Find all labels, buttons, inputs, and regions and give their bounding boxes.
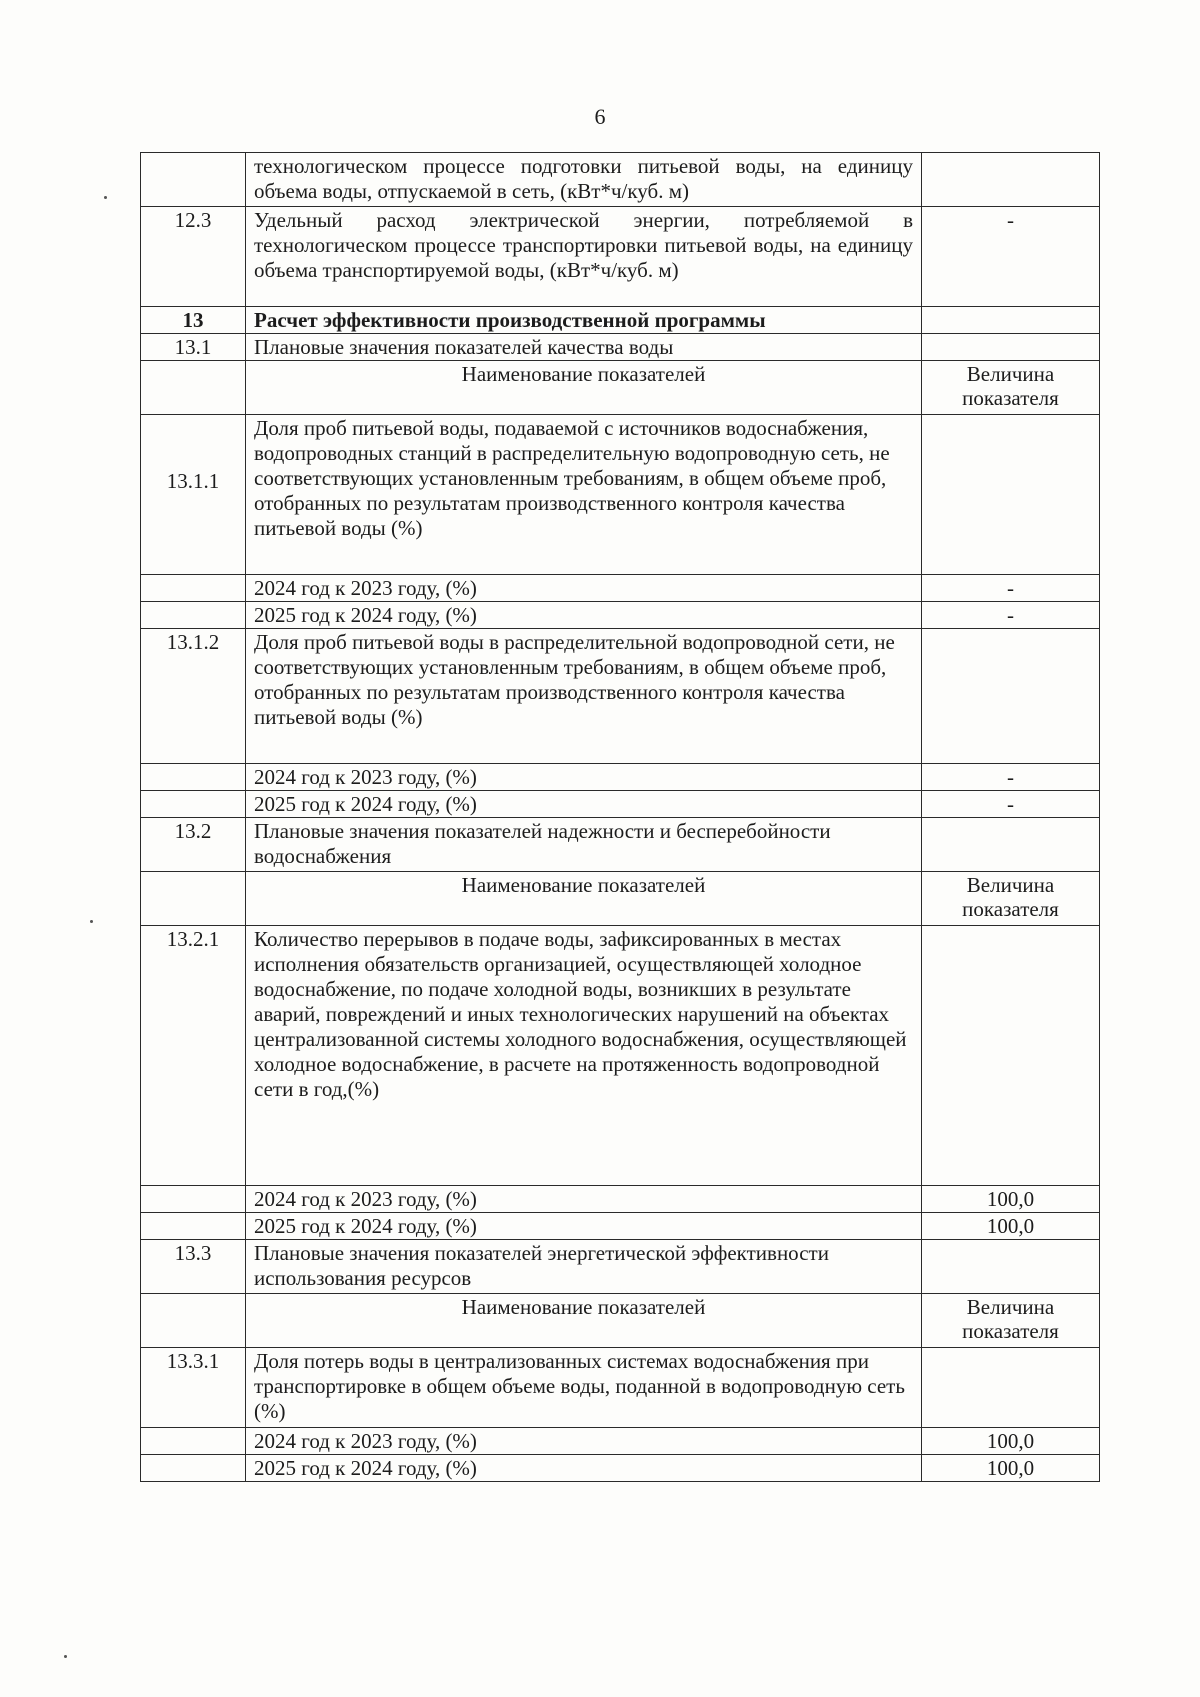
row-text: 2025 год к 2024 году, (%) (246, 602, 922, 629)
row-text: Доля проб питьевой воды в распределительной водопроводной сети, не соответствующих установленным требованиям, в общем объеме проб, отобранных по результатам производственного контроля качества питьевой воды (%) (246, 629, 922, 764)
column-header-name: Наименование показателей (246, 872, 922, 926)
row-text: 2024 год к 2023 году, (%) (246, 1428, 922, 1455)
row-number: 13.3.1 (141, 1348, 246, 1428)
row-number: 13.1 (141, 334, 246, 361)
table-row (141, 1348, 1100, 1428)
row-value: - (922, 791, 1100, 818)
row-value (922, 926, 1100, 1186)
table-row (141, 629, 1100, 764)
row-number: 13.2.1 (141, 926, 246, 1186)
row-text: Плановые значения показателей качества воды (246, 334, 922, 361)
table-row (141, 1428, 1100, 1455)
section-title: Расчет эффективности производственной программы (246, 307, 922, 334)
row-text: Плановые значения показателей энергетической эффективности использования ресурсов (246, 1240, 922, 1294)
row-text: 2024 год к 2023 году, (%) (246, 575, 922, 602)
row-value: 100,0 (922, 1455, 1100, 1482)
row-number: 13.3 (141, 1240, 246, 1294)
row-number: 12.3 (141, 207, 246, 307)
column-header-row (141, 361, 1100, 415)
column-header-value: Величина показателя (922, 361, 1100, 415)
row-value: - (922, 764, 1100, 791)
table-row (141, 1240, 1100, 1294)
row-number (141, 1428, 246, 1455)
row-number (141, 602, 246, 629)
scan-speck (90, 920, 93, 923)
page-number: 6 (594, 104, 606, 129)
table-row (141, 1455, 1100, 1482)
row-value: - (922, 207, 1100, 307)
row-number: 13 (141, 307, 246, 334)
row-text: Доля проб питьевой воды, подаваемой с источников водоснабжения, водопроводных станций в распределительную водопроводную сеть, не соответствующих установленным требованиям, в общем объеме проб, отобранных по результатам производственного контроля качества питьевой воды (%) (246, 415, 922, 575)
column-header-value: Величина показателя (922, 1294, 1100, 1348)
row-text: 2025 год к 2024 году, (%) (246, 1213, 922, 1240)
row-value: 100,0 (922, 1213, 1100, 1240)
row-text: Количество перерывов в подаче воды, зафиксированных в местах исполнения обязательств организацией, осуществляющей холодное водоснабжение, по подаче холодной воды, возникших в результате аварий, повреждений и иных технологических нарушений на объектах централизованной системы холодного водоснабжения, осуществляющей холодное водоснабжение, в расчете на протяженность водопроводной сети в год,(%) (246, 926, 922, 1186)
table-row (141, 791, 1100, 818)
column-header-name: Наименование показателей (246, 361, 922, 415)
row-number (141, 1213, 246, 1240)
table-row (141, 153, 1100, 207)
table-row (141, 1186, 1100, 1213)
row-number (141, 872, 246, 926)
scan-speck (64, 1655, 67, 1658)
row-number (141, 1294, 246, 1348)
column-header-row (141, 1294, 1100, 1348)
table-row (141, 818, 1100, 872)
row-text: 2024 год к 2023 году, (%) (246, 764, 922, 791)
row-value: - (922, 575, 1100, 602)
row-value: 100,0 (922, 1186, 1100, 1213)
row-number (141, 764, 246, 791)
table-row (141, 926, 1100, 1186)
row-value (922, 629, 1100, 764)
row-text: технологическом процессе подготовки питьевой воды, на единицу объема воды, отпускаемой в сеть, (кВт*ч/куб. м) (246, 153, 922, 207)
row-number (141, 153, 246, 207)
row-value (922, 1240, 1100, 1294)
table-row (141, 415, 1100, 575)
row-text: 2025 год к 2024 году, (%) (246, 1455, 922, 1482)
row-number (141, 1186, 246, 1213)
row-number (141, 791, 246, 818)
row-number (141, 361, 246, 415)
row-text: Доля потерь воды в централизованных системах водоснабжения при транспортировке в общем объеме воды, поданной в водопроводную сеть (%) (246, 1348, 922, 1428)
row-value (922, 334, 1100, 361)
section-heading-row (141, 307, 1100, 334)
column-header-name: Наименование показателей (246, 1294, 922, 1348)
row-value (922, 415, 1100, 575)
column-header-row (141, 872, 1100, 926)
row-text: 2025 год к 2024 году, (%) (246, 791, 922, 818)
table-row (141, 334, 1100, 361)
table-row (141, 764, 1100, 791)
table-row (141, 602, 1100, 629)
row-number: 13.2 (141, 818, 246, 872)
row-number (141, 1455, 246, 1482)
table-row (141, 1213, 1100, 1240)
row-number: 13.1.1 (141, 415, 246, 575)
indicators-table (140, 152, 1100, 1482)
column-header-value: Величина показателя (922, 872, 1100, 926)
row-text: Плановые значения показателей надежности и бесперебойности водоснабжения (246, 818, 922, 872)
scan-speck (104, 196, 107, 199)
row-number: 13.1.2 (141, 629, 246, 764)
row-text: Удельный расход электрической энергии, потребляемой в технологическом процессе транспортировки питьевой воды, на единицу объема транспортируемой воды, (кВт*ч/куб. м) (246, 207, 922, 307)
row-value (922, 1348, 1100, 1428)
row-value: 100,0 (922, 1428, 1100, 1455)
row-value: - (922, 602, 1100, 629)
row-value (922, 153, 1100, 207)
table-row (141, 575, 1100, 602)
row-text: 2024 год к 2023 году, (%) (246, 1186, 922, 1213)
row-number (141, 575, 246, 602)
row-value (922, 307, 1100, 334)
table-row (141, 207, 1100, 307)
row-value (922, 818, 1100, 872)
